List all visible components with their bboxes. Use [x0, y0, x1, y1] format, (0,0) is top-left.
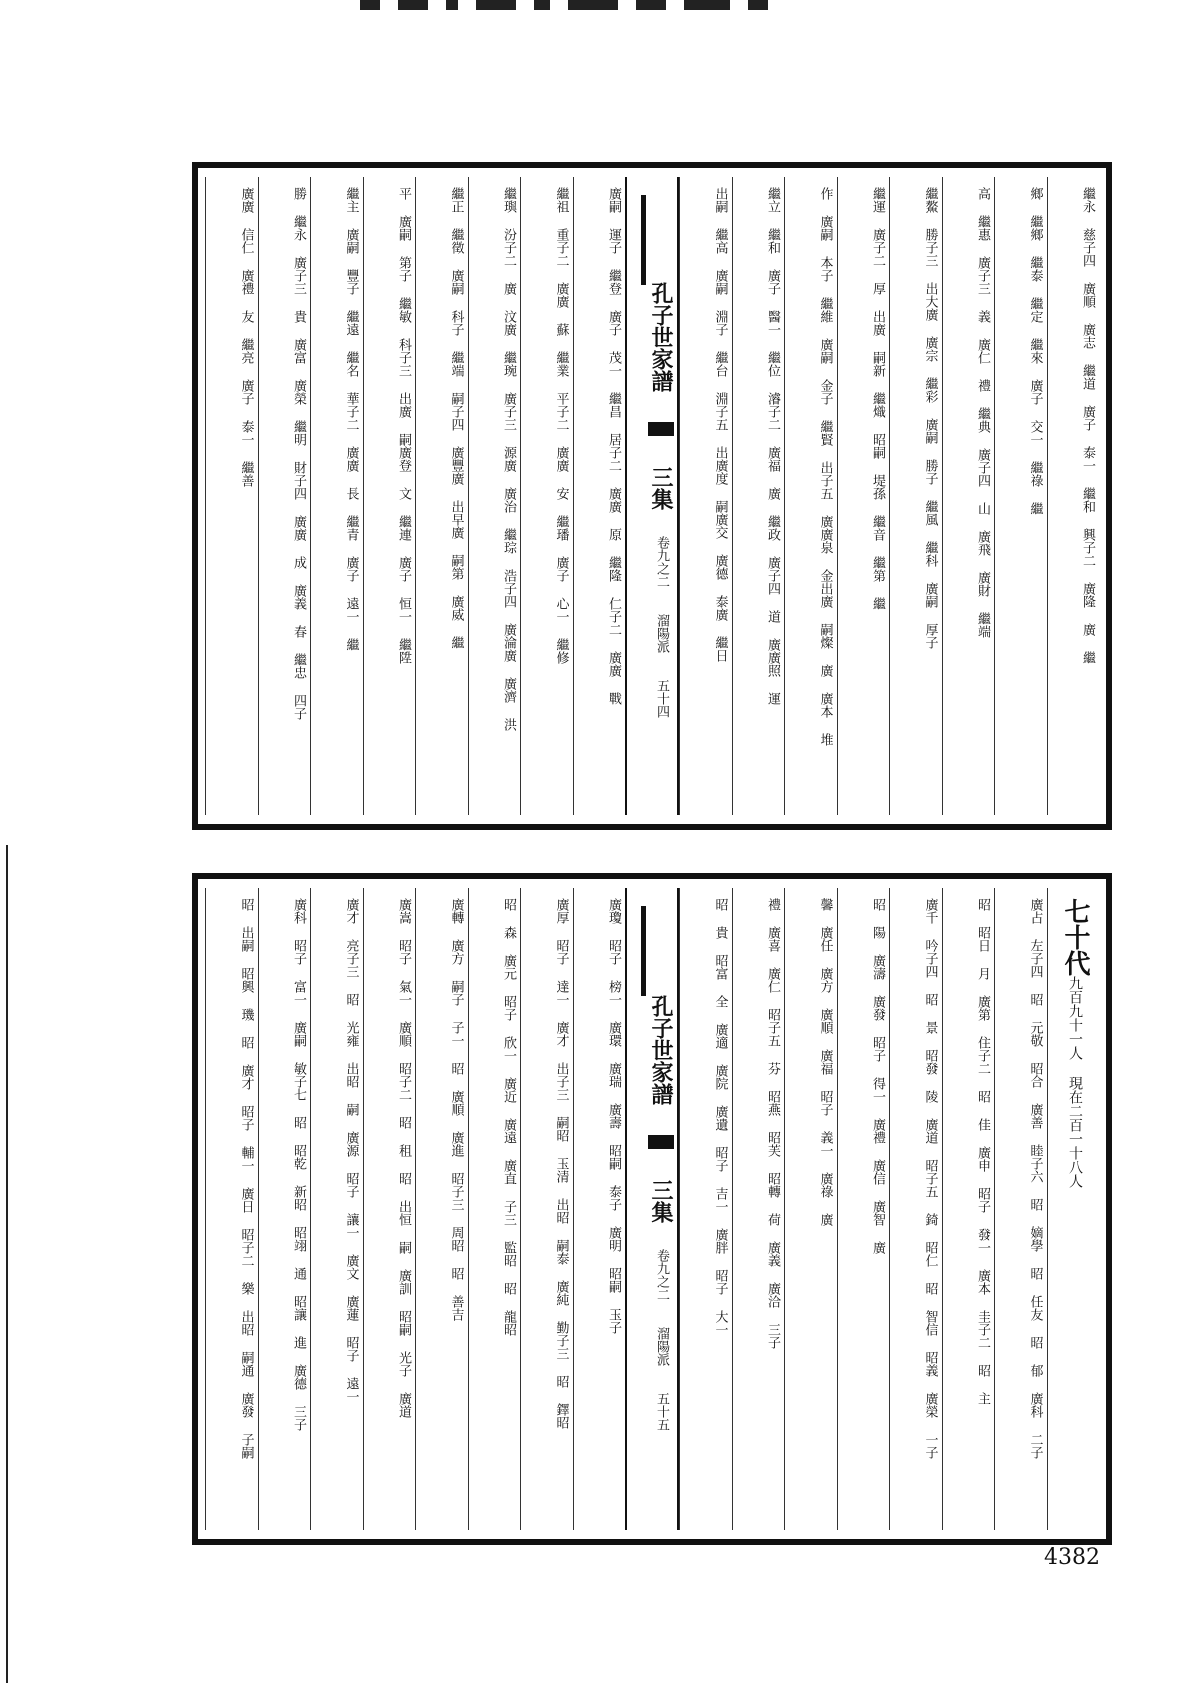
spine-collection: 三集: [648, 466, 674, 510]
column: 廣轉 廣方 嗣子 子一 昭 廣順 廣進 昭子三 周昭 昭 善吉: [415, 888, 468, 1530]
spine-volume: 卷九之二: [654, 536, 669, 588]
column: 廣嗣 運子 繼登 廣子 茂一 繼昌 居子二 廣廣 原 繼隆 仁子二 廣廣 戰: [573, 177, 626, 815]
column: 高 繼惠 廣子三 義 廣仁 禮 繼典 廣子四 山 廣飛 廣財 繼端: [942, 177, 995, 815]
column: 繼主 廣嗣 豐子 繼遠 繼名 華子二 廣廣 長 繼青 廣子 遠一 繼: [310, 177, 363, 815]
spine-leaf: 五十四: [654, 679, 669, 718]
column: 鄉 繼鄉 繼泰 繼定 繼來 廣子 交一 繼祿 繼: [994, 177, 1047, 815]
column: 繼正 繼徵 廣嗣 科子 繼端 嗣子四 廣豐廣 出早廣 嗣第 廣威 繼: [415, 177, 468, 815]
column: 昭 陽 廣濤 廣發 昭子 得一 廣禮 廣信 廣智 廣: [837, 888, 890, 1530]
column: 繼祖 重子二 廣廣 蘇 繼業 平子二 廣廣 安 繼璠 廣子 心一 繼修: [520, 177, 573, 815]
column: 廣瓊 昭子 榜一 廣環 廣瑞 廣壽 昭嗣 泰子 廣明 昭嗣 玉子: [573, 888, 626, 1530]
column: 廣才 亮子三 昭 光雍 出昭 嗣 廣源 昭子 讓一 廣文 廣蓮 昭子 遠一: [310, 888, 363, 1530]
column: 廣科 昭子 富一 廣嗣 敏子七 昭 昭乾 新昭 昭翊 通 昭讓 進 廣德 三子: [258, 888, 311, 1530]
column: 昭 森 廣元 昭子 欣一 廣近 廣遠 廣直 子三 監昭 昭 龍昭: [468, 888, 521, 1530]
fishtail-mark: [648, 422, 674, 436]
left-edge-line: [6, 845, 8, 1683]
spine-branch: 溜陽派: [654, 1327, 669, 1366]
column: 廣厚 昭子 達一 廣才 出子三 嗣昭 玉清 出昭 嗣泰 廣純 勤子三 昭 鐸昭: [520, 888, 573, 1530]
column: 勝 繼永 廣子三 貴 廣富 廣榮 繼明 財子四 廣廣 成 廣義 春 繼忠 四子: [258, 177, 311, 815]
column: 繼永 慈子四 廣順 廣志 繼道 廣子 泰一 繼和 興子二 廣隆 廣 繼: [1047, 177, 1100, 815]
generation-heading: [1047, 888, 1100, 1530]
column: 馨 廣任 廣方 廣順 廣福 昭子 義一 廣祿 廣: [784, 888, 837, 1530]
column: 禮 廣喜 廣仁 昭子五 芬 昭燕 昭芙 昭轉 荷 廣義 廣洽 三子: [732, 888, 785, 1530]
column: 繼璵 汾子二 廣 汶廣 繼琬 廣子三 源廣 廣治 繼琮 浩子四 廣淪廣 廣濟 洪: [468, 177, 521, 815]
lower-genealogy-page: [192, 873, 1112, 1545]
column: 昭 昭日 月 廣第 住子二 昭 佳 廣申 昭子 發一 廣本 圭子二 昭 主: [942, 888, 995, 1530]
book-spine: [625, 888, 679, 1530]
generation-count: 九百九十一人 現在二百一十八人: [1067, 976, 1083, 1188]
column: 繼鰲 勝子三 出大廣 廣宗 繼彩 廣嗣 勝子 繼風 繼科 廣嗣 厚子: [889, 177, 942, 815]
lower-columns: [205, 888, 1099, 1530]
column: 作 廣嗣 本子 繼維 廣嗣 金子 繼賢 出子五 廣廣泉 金出廣 嗣燦 廣 廣本 堆: [784, 177, 837, 815]
column: 出嗣 繼高 廣嗣 淵子 繼台 淵子五 出廣度 嗣廣交 廣德 泰廣 繼日: [679, 177, 732, 815]
column: 繼運 廣子二 厚 出廣 嗣新 繼熾 昭嗣 堤孫 繼音 繼第 繼: [837, 177, 890, 815]
spine-volume: 卷九之二: [654, 1249, 669, 1301]
column: 廣占 左子四 昭 元敬 昭合 廣善 睦子六 昭 嫡學 昭 任友 昭 郁 廣科 二子: [994, 888, 1047, 1530]
column: 繼立 繼和 廣子 醫一 繼位 濬子二 廣福 廣 繼政 廣子四 道 廣廣照 運: [732, 177, 785, 815]
spine-branch: 溜陽派: [654, 614, 669, 653]
column: 平 廣嗣 第子 繼敏 科子三 出廣 嗣廣登 文 繼連 廣子 恒一 繼陞: [363, 177, 416, 815]
spine-bar: [641, 906, 646, 996]
generation-label: 七十代: [1060, 898, 1090, 976]
spine-title: 孔子世家譜: [648, 282, 674, 392]
spine-bar: [641, 195, 646, 285]
fishtail-mark: [648, 1135, 674, 1149]
column: 昭 貴 昭富 全 廣適 廣院 廣遺 昭子 吉一 廣胖 昭子 大一: [679, 888, 732, 1530]
spine-title: 孔子世家譜: [648, 995, 674, 1105]
column: 廣嵩 昭子 氣一 廣順 昭子二 昭 租 昭 出恒 嗣 廣訓 昭嗣 光子 廣道: [363, 888, 416, 1530]
column: 廣廣 信仁 廣禮 友 繼亮 廣子 泰一 繼善: [205, 177, 258, 815]
column: 廣千 吟子四 昭 景 昭發 陵 廣道 昭子五 錡 昭仁 昭 智信 昭義 廣榮 一子: [889, 888, 942, 1530]
book-spine: [625, 177, 679, 815]
spine-collection: 三集: [648, 1179, 674, 1223]
page-number: 4382: [1044, 1545, 1100, 1570]
top-edge-marks: [360, 0, 920, 14]
column: 昭 出嗣 昭興 璣 昭 廣才 昭子 輔一 廣日 昭子二 樂 出昭 嗣通 廣發 子嗣: [205, 888, 258, 1530]
upper-genealogy-page: [192, 162, 1112, 830]
upper-columns: [205, 177, 1099, 815]
spine-leaf: 五十五: [654, 1392, 669, 1431]
